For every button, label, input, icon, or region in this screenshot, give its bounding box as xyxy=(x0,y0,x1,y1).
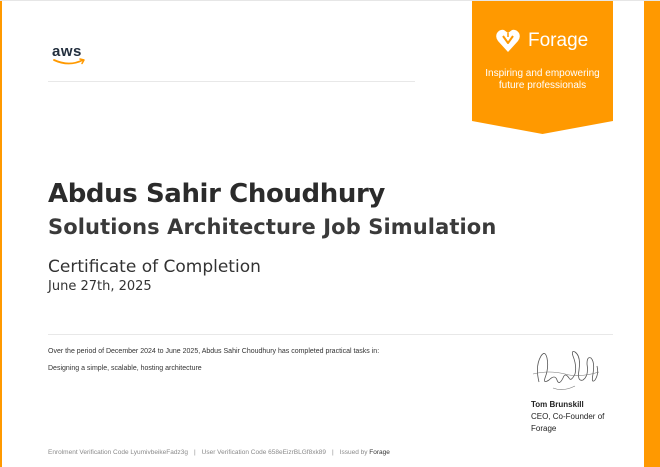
signatory-block xyxy=(531,399,604,435)
aws-logo-text: aws xyxy=(52,43,82,60)
middle-divider xyxy=(48,334,613,335)
issued-by-value: Forage xyxy=(369,449,390,456)
certificate-type: Certificate of Completion xyxy=(48,257,261,277)
top-divider xyxy=(48,81,415,82)
user-verification-code: User Verification Code 658eEizrBLGf8xk89 xyxy=(201,449,326,456)
banner-tagline xyxy=(476,68,609,92)
footer-separator: | xyxy=(331,449,334,456)
forage-brand-name: Forage xyxy=(528,30,589,51)
aws-logo xyxy=(52,43,92,69)
completion-date: June 27th, 2025 xyxy=(48,279,152,294)
enrolment-verification-code: Enrolment Verification Code LyumivbeikeFadz3g xyxy=(48,449,188,456)
signatory-title-line-1: CEO, Co-Founder of xyxy=(531,412,605,421)
recipient-name: Abdus Sahir Choudhury xyxy=(48,179,385,209)
forage-logo xyxy=(494,28,604,54)
right-accent-stripe xyxy=(644,1,660,467)
program-title: Solutions Architecture Job Simulation xyxy=(48,215,497,239)
signatory-name: Tom Brunskill xyxy=(531,400,584,409)
left-accent-stripe xyxy=(0,1,2,467)
verification-footer xyxy=(48,449,390,456)
issued-by-label: Issued by xyxy=(339,449,368,456)
task-item: Designing a simple, scalable, hosting architecture xyxy=(48,365,202,372)
forage-banner xyxy=(472,1,613,134)
completion-period-text: Over the period of December 2024 to June 2025, Abdus Sahir Choudhury has completed practical tasks in: xyxy=(48,348,380,355)
signatory-title-line-2: Forage xyxy=(531,424,557,433)
signature-image xyxy=(529,344,607,400)
forage-logo-icon xyxy=(494,28,522,54)
aws-smile-icon xyxy=(53,58,87,66)
footer-separator: | xyxy=(193,449,196,456)
tagline-line-1: Inspiring and empowering xyxy=(485,68,600,79)
tagline-line-2: future professionals xyxy=(498,80,587,91)
